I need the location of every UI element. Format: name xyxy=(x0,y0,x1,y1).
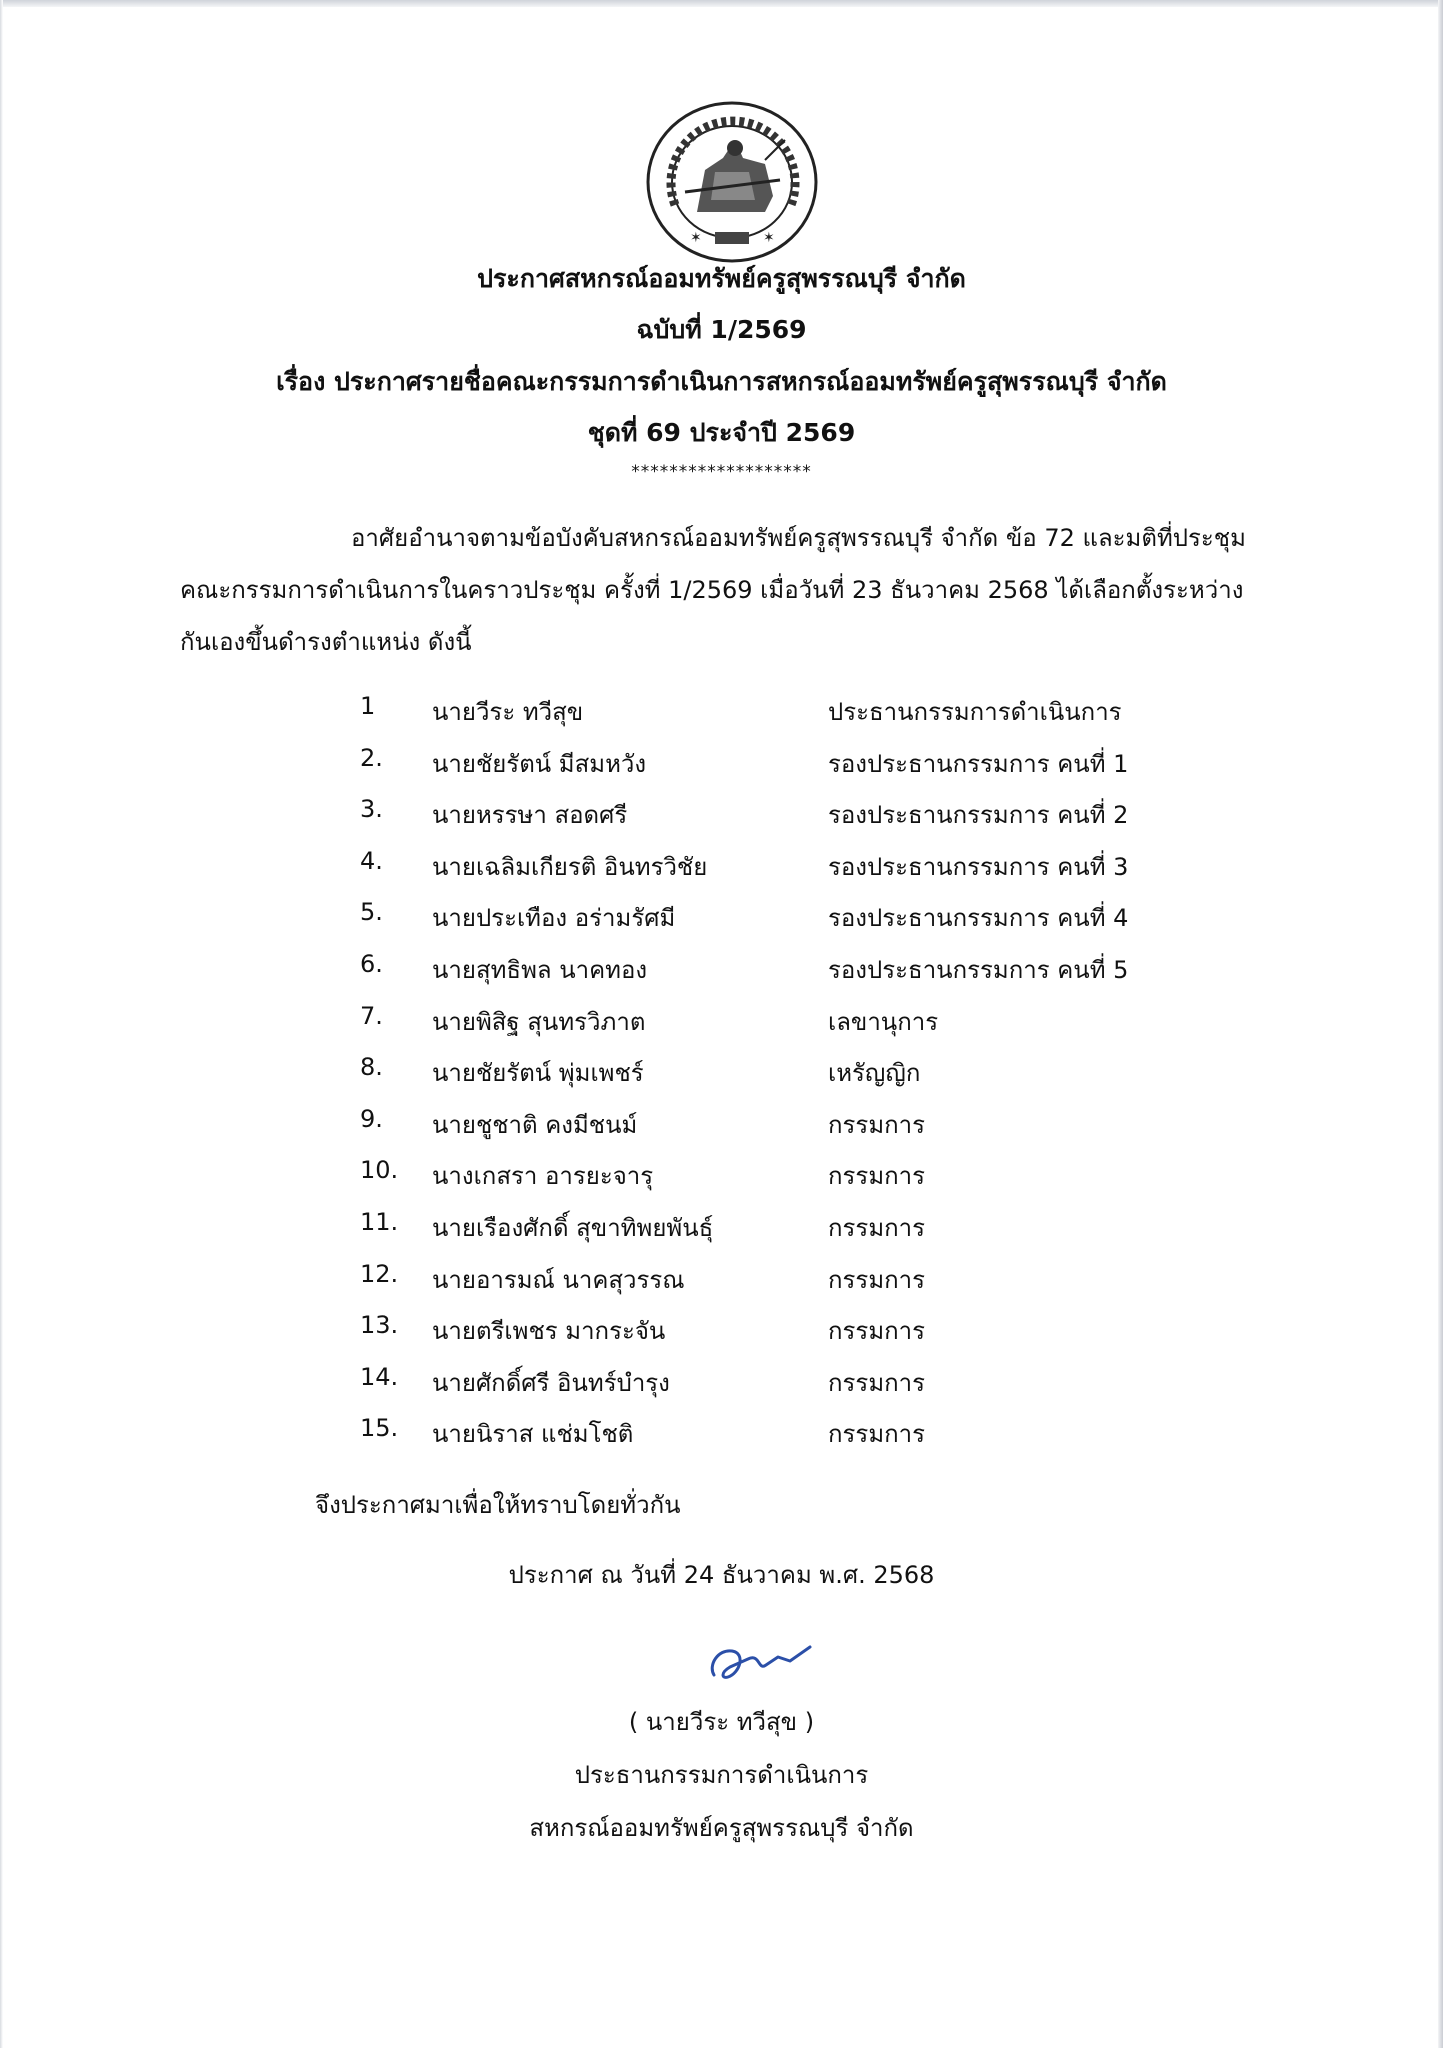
announcement-title: ประกาศสหกรณ์ออมทรัพย์ครูสุพรรณบุรี จำกัด xyxy=(477,264,966,293)
member-number: 10. xyxy=(360,1156,399,1185)
body-line-2: คณะกรรมการดำเนินการในคราวประชุม ครั้งที่ 1/2569 เมื่อวันที่ 23 ธันวาคม 2568 ได้เลือกตั้งระหว่าง xyxy=(180,576,1244,604)
member-row xyxy=(360,1311,1260,1363)
member-row xyxy=(360,1208,1260,1260)
members-list xyxy=(360,692,1260,1466)
announcement-date: ประกาศ ณ วันที่ 24 ธันวาคม พ.ศ. 2568 xyxy=(508,1561,935,1589)
member-row xyxy=(360,1156,1260,1208)
member-position: ประธานกรรมการดำเนินการ xyxy=(828,698,1122,726)
member-position: กรรมการ xyxy=(828,1317,926,1346)
member-number: 13. xyxy=(360,1311,399,1340)
member-name: นายเฉลิมเกียรติ อินทรวิชัย xyxy=(432,852,708,881)
signature-icon xyxy=(700,1635,830,1695)
member-row xyxy=(360,950,1260,1002)
member-number: 3. xyxy=(360,795,383,824)
member-name: นายนิราส แช่มโชติ xyxy=(432,1420,634,1449)
member-name: นายชัยรัตน์ มีสมหวัง xyxy=(432,749,647,778)
member-name: นายชูชาติ คงมีชนม์ xyxy=(432,1110,638,1139)
svg-text:✶: ✶ xyxy=(690,230,702,246)
member-name: นายศักดิ์ศรี อินทร์บำรุง xyxy=(432,1368,670,1397)
member-position: รองประธานกรรมการ คนที่ 2 xyxy=(828,801,1129,830)
member-position: กรรมการ xyxy=(828,1213,926,1242)
body-line-1: อาศัยอำนาจตามข้อบังคับสหกรณ์ออมทรัพย์ครูสุพรรณบุรี จำกัด ข้อ 72 และมติที่ประชุม xyxy=(351,524,1246,552)
body-line-3: กันเองขึ้นดำรงตำแหน่ง ดังนี้ xyxy=(180,628,472,656)
member-row xyxy=(360,1260,1260,1312)
member-position: กรรมการ xyxy=(828,1368,926,1397)
member-name: นายเรืองศักดิ์ สุขาทิพยพันธุ์ xyxy=(432,1213,714,1242)
member-position: เหรัญญิก xyxy=(828,1059,921,1088)
svg-text:✶: ✶ xyxy=(763,230,775,246)
member-row xyxy=(360,1053,1260,1105)
member-number: 5. xyxy=(360,898,383,927)
signatory-organization: สหกรณ์ออมทรัพย์ครูสุพรรณบุรี จำกัด xyxy=(529,1814,914,1842)
member-name: นายชัยรัตน์ พุ่มเพชร์ xyxy=(432,1059,644,1088)
member-number: 2. xyxy=(360,743,383,772)
member-number: 8. xyxy=(360,1053,383,1082)
member-position: กรรมการ xyxy=(828,1162,926,1191)
member-number: 14. xyxy=(360,1362,399,1391)
member-row xyxy=(360,744,1260,796)
member-number: 11. xyxy=(360,1207,399,1236)
member-position: กรรมการ xyxy=(828,1420,926,1449)
member-number: 12. xyxy=(360,1259,399,1288)
member-position: กรรมการ xyxy=(828,1110,926,1139)
member-name: นายอารมณ์ นาคสุวรรณ xyxy=(432,1265,685,1294)
committee-set: ชุดที่ 69 ประจำปี 2569 xyxy=(587,418,856,447)
member-number: 4. xyxy=(360,846,383,875)
announcement-subject: เรื่อง ประกาศรายชื่อคณะกรรมการดำเนินการสหกรณ์ออมทรัพย์ครูสุพรรณบุรี จำกัด xyxy=(276,367,1167,396)
signatory-name: ( นายวีระ ทวีสุข ) xyxy=(628,1708,815,1736)
member-name: นายตรีเพชร มากระจัน xyxy=(432,1317,666,1346)
member-row xyxy=(360,692,1260,744)
member-name: นายประเทือง อร่ามรัศมี xyxy=(432,904,676,933)
member-row xyxy=(360,795,1260,847)
announcement-number: ฉบับที่ 1/2569 xyxy=(636,315,807,344)
member-position: เลขานุการ xyxy=(828,1007,939,1036)
member-name: นายวีระ ทวีสุข xyxy=(432,698,584,726)
member-position: รองประธานกรรมการ คนที่ 5 xyxy=(828,955,1129,984)
member-position: รองประธานกรรมการ คนที่ 1 xyxy=(828,749,1129,778)
cooperative-seal-icon xyxy=(645,100,820,265)
member-name: นางเกสรา อารยะจารุ xyxy=(432,1162,654,1191)
member-row xyxy=(360,1002,1260,1054)
member-row xyxy=(360,1414,1260,1466)
member-name: นายสุทธิพล นาคทอง xyxy=(432,955,648,984)
member-number: 9. xyxy=(360,1104,383,1133)
member-number: 7. xyxy=(360,1001,383,1030)
member-number: 6. xyxy=(360,949,383,978)
member-position: รองประธานกรรมการ คนที่ 4 xyxy=(828,904,1129,933)
member-row xyxy=(360,898,1260,950)
member-name: นายหรรษา สอดศรี xyxy=(432,801,628,830)
scan-edge-top xyxy=(0,0,1443,7)
member-row xyxy=(360,847,1260,899)
member-position: รองประธานกรรมการ คนที่ 3 xyxy=(828,852,1129,881)
member-row xyxy=(360,1105,1260,1157)
member-number: 15. xyxy=(360,1414,399,1443)
member-row xyxy=(360,1363,1260,1415)
closing-statement: จึงประกาศมาเพื่อให้ทราบโดยทั่วกัน xyxy=(315,1491,681,1519)
member-name: นายพิสิฐ สุนทรวิภาต xyxy=(432,1007,646,1036)
divider-stars: ******************* xyxy=(631,462,812,482)
signatory-position: ประธานกรรมการดำเนินการ xyxy=(574,1761,869,1789)
member-position: กรรมการ xyxy=(828,1265,926,1294)
member-number: 1 xyxy=(360,692,376,720)
